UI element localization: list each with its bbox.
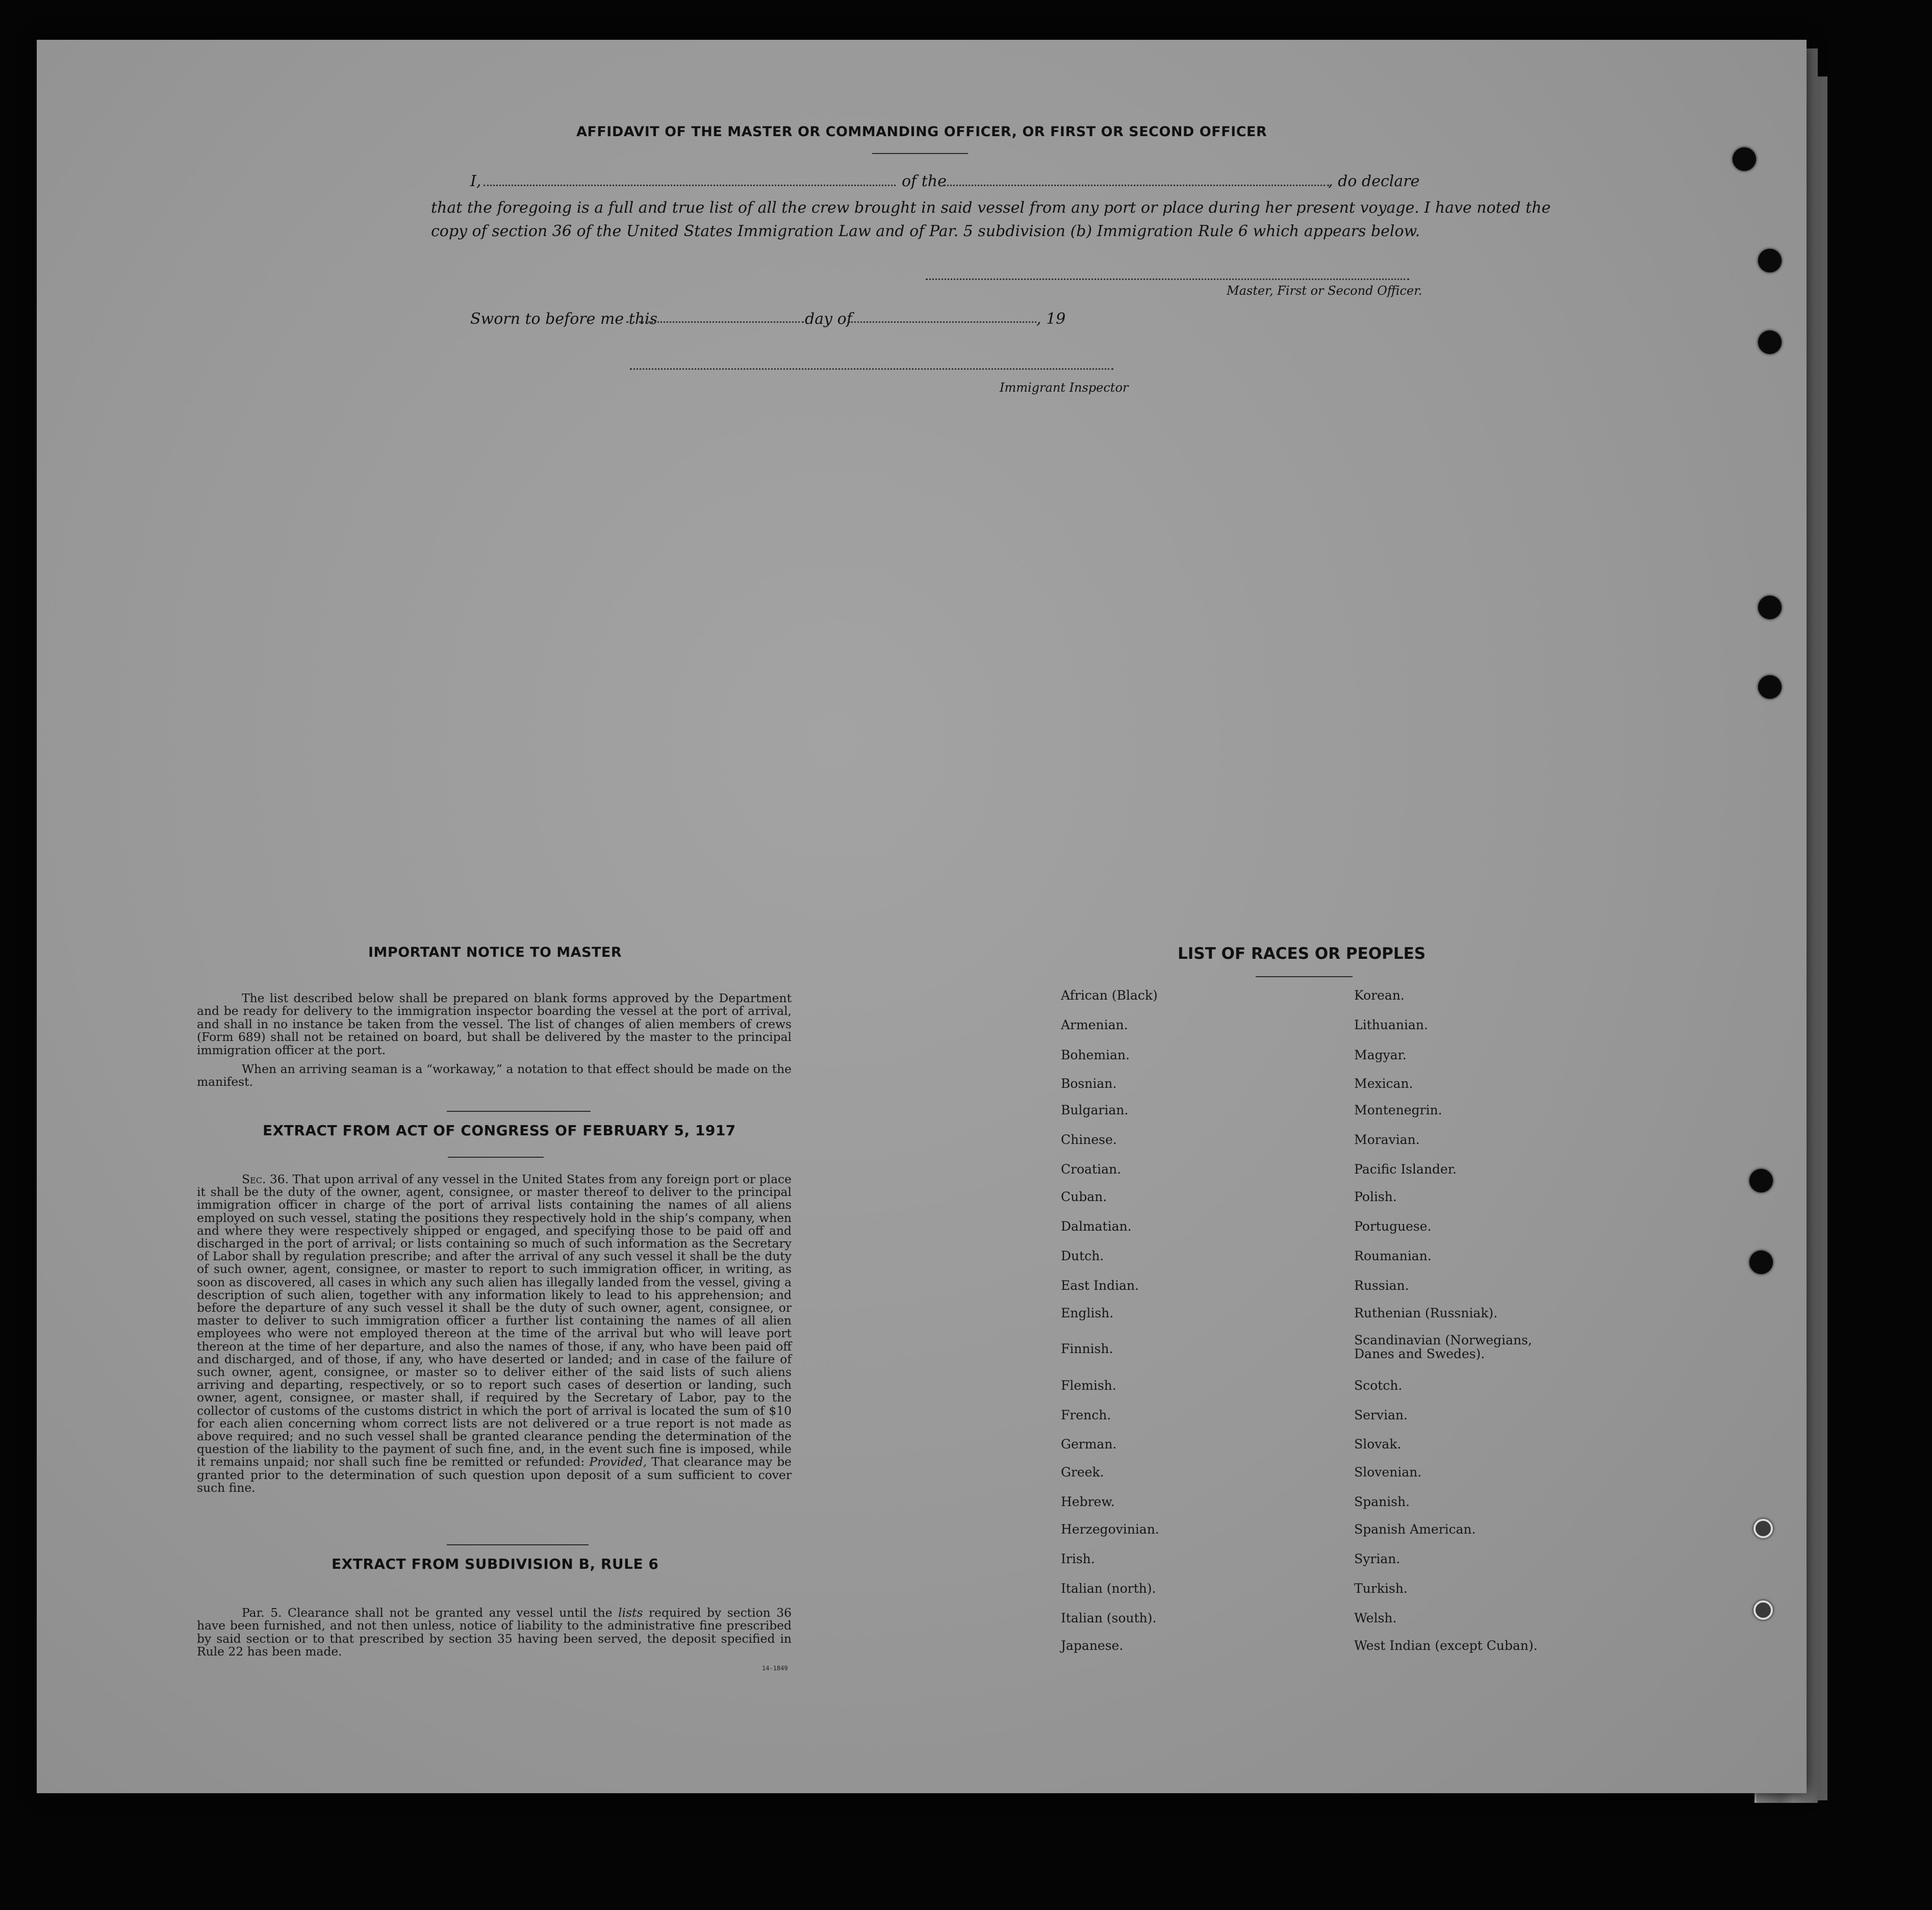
affidavit-declare: , do declare <box>1328 172 1420 190</box>
manifest-page <box>37 40 1807 1793</box>
binder-hole <box>1758 596 1782 619</box>
notice-paragraph <box>197 992 792 1057</box>
race-item: Turkish. <box>1354 1581 1408 1596</box>
affidavit-title: AFFIDAVIT OF THE MASTER OR COMMANDING OFFICER, OR FIRST OR SECOND OFFICER <box>576 124 1267 140</box>
act-extract-title: EXTRACT FROM ACT OF CONGRESS OF FEBRUARY 5, 1917 <box>263 1122 736 1139</box>
race-item: Armenian. <box>1061 1017 1128 1032</box>
race-item: Moravian. <box>1354 1132 1420 1147</box>
race-item: Roumanian. <box>1354 1249 1432 1263</box>
race-item: Welsh. <box>1354 1611 1397 1625</box>
race-item: Syrian. <box>1354 1551 1401 1566</box>
section-rule <box>448 1157 544 1158</box>
race-item: East Indian. <box>1061 1278 1139 1293</box>
race-item: English. <box>1061 1306 1114 1320</box>
rule-text-end: required by section 36 have been furnished, and not then unless, notice of liability to the administrative fine prescribed by said section or to that prescribed by section 35 having been served, the deposit specified in Rule 22 has been made. <box>197 1606 792 1659</box>
title-rule <box>872 153 968 154</box>
race-item: Chinese. <box>1061 1132 1117 1147</box>
name-blank[interactable] <box>484 185 896 186</box>
sworn-day-of: day of <box>805 310 852 328</box>
section-rule <box>447 1111 591 1112</box>
section-rule <box>447 1544 589 1545</box>
sworn-day-blank[interactable] <box>626 321 804 323</box>
race-item: Italian (north). <box>1061 1581 1156 1596</box>
race-item: Hebrew. <box>1061 1494 1115 1509</box>
race-item: Cuban. <box>1061 1189 1107 1204</box>
race-item: Bosnian. <box>1061 1076 1117 1091</box>
race-item: Herzegovinian. <box>1061 1522 1159 1537</box>
race-item: Korean. <box>1354 988 1405 1003</box>
races-title: LIST OF RACES OR PEOPLES <box>1178 945 1426 963</box>
affidavit-line-2: that the foregoing is a full and true list of all the crew brought in said vessel from any port or place during her present voyage. I have noted the <box>431 199 1551 217</box>
notice-paragraph <box>197 1063 792 1089</box>
notice-title: IMPORTANT NOTICE TO MASTER <box>368 945 622 960</box>
race-item: Flemish. <box>1061 1378 1116 1393</box>
provided-word: Provided, <box>589 1455 647 1469</box>
act-extract-paragraph <box>197 1173 792 1494</box>
race-item: Bulgarian. <box>1061 1103 1129 1117</box>
race-item: African (Black) <box>1061 988 1158 1003</box>
race-item: Pacific Islander. <box>1354 1162 1457 1177</box>
race-item: Slovak. <box>1354 1437 1402 1451</box>
notice-text: The list described below shall be prepared on blank forms approved by the Department and be ready for delivery to the immigration inspector boarding the vessel at the port of arrival, and shall in no instance be taken from the vessel. The list of changes of alien members of crews (Form 689) shall not be retained on board, but shall be delivered by the master to the principal immigration officer at the port. <box>197 991 792 1057</box>
affidavit-line-3: copy of section 36 of the United States Immigration Law and of Par. 5 subdivision (b) Immigration Rule 6 which appears below. <box>431 222 1420 240</box>
rule-extract-title: EXTRACT FROM SUBDIVISION B, RULE 6 <box>332 1556 659 1572</box>
race-item: Irish. <box>1061 1551 1095 1566</box>
race-item: Dalmatian. <box>1061 1219 1132 1234</box>
race-item: Scandinavian (Norwegians, Danes and Swedes). <box>1354 1333 1532 1361</box>
binder-hole <box>1749 1251 1773 1274</box>
binder-hole <box>1758 330 1782 354</box>
race-item: Dutch. <box>1061 1249 1104 1263</box>
act-text-end: That clearance may be granted prior to the determination of such question upon deposit of a sum sufficient to cover such fine. <box>197 1455 792 1495</box>
race-item: Finnish. <box>1061 1341 1113 1356</box>
lists-word: lists <box>618 1606 643 1620</box>
binder-hole <box>1733 147 1756 171</box>
signature-blank[interactable] <box>926 278 1409 280</box>
vessel-blank[interactable] <box>944 185 1329 186</box>
binder-hole <box>1758 675 1782 699</box>
sworn-year: , 19 <box>1036 310 1066 328</box>
race-item: Mexican. <box>1354 1076 1413 1091</box>
affidavit-of-the: of the <box>902 172 947 190</box>
sworn-text: Sworn to before me this <box>470 310 658 328</box>
rule-extract-paragraph <box>197 1607 792 1659</box>
binder-hole <box>1753 1519 1773 1538</box>
inspector-blank[interactable] <box>630 368 1113 370</box>
signature-label: Master, First or Second Officer. <box>1227 284 1422 298</box>
race-item: Spanish American. <box>1354 1522 1476 1537</box>
race-item: Spanish. <box>1354 1494 1410 1509</box>
race-item: Lithuanian. <box>1354 1017 1428 1032</box>
race-item: German. <box>1061 1437 1117 1451</box>
race-item: Croatian. <box>1061 1162 1122 1177</box>
inspector-label: Immigrant Inspector <box>1000 380 1129 395</box>
binder-hole <box>1749 1169 1773 1192</box>
notice-text: When an arriving seaman is a “workaway,” a notation to that effect should be made on the manifest. <box>197 1062 792 1089</box>
form-number: 14-1849 <box>762 1665 788 1672</box>
race-item: Magyar. <box>1354 1048 1407 1062</box>
race-item: Italian (south). <box>1061 1611 1157 1625</box>
affidavit-i: I, <box>470 172 481 190</box>
race-item: Scotch. <box>1354 1378 1403 1393</box>
race-item: Portuguese. <box>1354 1219 1432 1234</box>
race-item: French. <box>1061 1408 1111 1422</box>
act-text: That upon arrival of any vessel in the United States from any foreign port or place it shall be the duty of the owner, agent, consignee, or master thereof to deliver to the principal immigration officer in charge of the port of arrival lists containing the names of all aliens employed on such vessel, stating the positions they respectively hold in the ship’s company, when and where they were respectively shipped or engaged, and specifying those to be paid off and discharged in the port of arrival; or lists containing so much of such information as the Secretary of Labor shall by regulation prescribe; and after the arrival of any such vessel it shall be the duty of such owner, agent, consignee, or master to report to such immigration officer, in writing, as soon as discovered, all cases in which any such alien has illegally landed from the vessel, giving a description of such alien, together with any information likely to lead to his apprehension; and before the departure of any such vessel it shall be the duty of such owner, agent, consignee, or master to deliver to such immigration officer a further list containing the names of all alien employees who were not employed thereon at the time of the arrival but who will leave port thereon at the time of her departure, and also the names of those, if any, who have been paid off and discharged, and of those, if any, who have deserted or landed; and in case of the failure of such owner, agent, consignee, or master so to deliver either of the said lists of such aliens arriving and departing, respectively, or so to report such cases of desertion or landing, such owner, agent, consignee, or master shall, if required by the Secretary of Labor, pay to the collector of customs of the customs district in which the port of arrival is located the sum of $10 for each alien concerning whom correct lists are not delivered or a true report is not made as above required; and no such vessel shall be granted clearance pending the determination of the question of the liability to the payment of such fine, and, in the event such fine is imposed, while it remains unpaid; nor shall such fine be remitted or refunded: <box>197 1172 792 1469</box>
race-item: Ruthenian (Russniak). <box>1354 1306 1498 1320</box>
rule-text: Par. 5. Clearance shall not be granted any vessel until the <box>242 1606 613 1620</box>
sworn-month-blank[interactable] <box>849 321 1036 323</box>
binder-hole <box>1753 1600 1773 1620</box>
race-item: Bohemian. <box>1061 1048 1130 1062</box>
race-item: Slovenian. <box>1354 1465 1422 1480</box>
races-rule <box>1256 976 1353 977</box>
race-item: Polish. <box>1354 1189 1397 1204</box>
race-item: Russian. <box>1354 1278 1409 1293</box>
binder-hole <box>1758 249 1782 272</box>
race-item: Montenegrin. <box>1354 1103 1442 1117</box>
race-item: West Indian (except Cuban). <box>1354 1638 1538 1653</box>
section-label: Sec. 36. <box>242 1172 289 1186</box>
race-item: Servian. <box>1354 1408 1408 1422</box>
race-item: Greek. <box>1061 1465 1104 1480</box>
race-item: Japanese. <box>1061 1638 1124 1653</box>
